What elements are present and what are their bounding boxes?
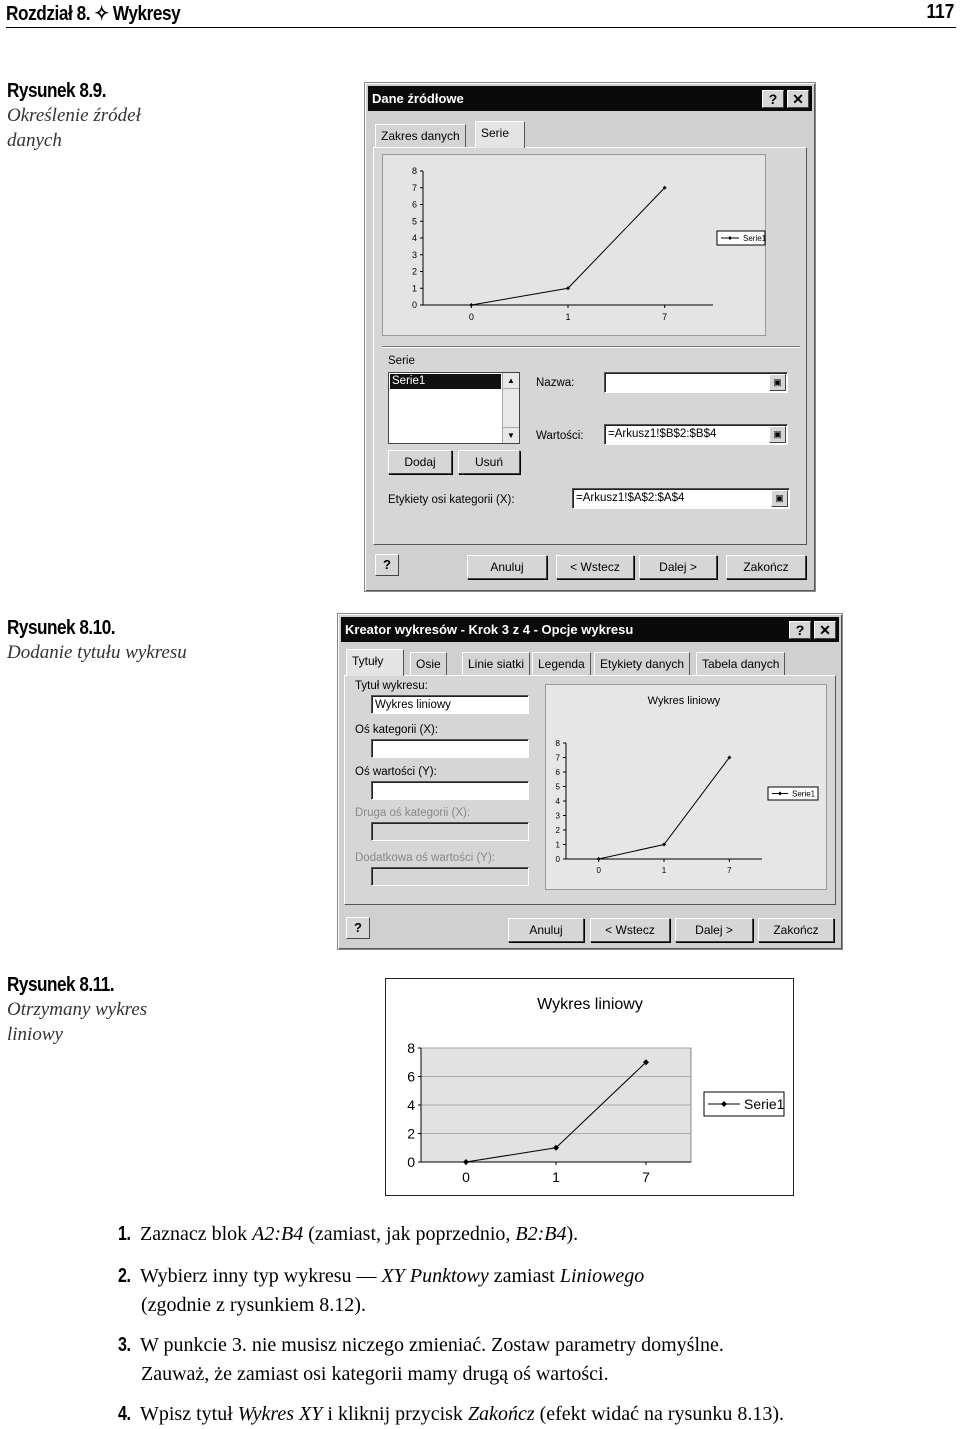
category-labels-value: =Arkusz1!$A$2:$A$4 (576, 492, 685, 504)
step-number: 1. (118, 1223, 131, 1245)
legend-label: Serie1 (744, 1095, 785, 1112)
x-tick-label: 7 (642, 1169, 650, 1185)
tab-panel (373, 147, 807, 545)
y-tick-label: 8 (407, 1039, 415, 1056)
tab-titles[interactable]: Tytuły (346, 649, 404, 676)
finish-button[interactable]: Zakończ (726, 555, 806, 579)
x-tick-label: 0 (462, 1169, 470, 1185)
step-text-segment: ). (566, 1223, 579, 1245)
help-icon[interactable]: ? (375, 554, 399, 576)
x-tick-label: 1 (565, 312, 571, 322)
y-tick-label: 8 (555, 738, 560, 748)
cancel-button[interactable]: Anuluj (467, 555, 547, 579)
x-tick-label: 7 (727, 866, 732, 875)
figure-caption-line: Dodanie tytułu wykresu (7, 642, 187, 663)
category-labels-field[interactable] (572, 488, 790, 509)
x-tick-label: 1 (661, 866, 667, 875)
figure-caption-8-11 (7, 974, 182, 1047)
step-text-line2: (zgodnie z rysunkiem 8.12). (141, 1294, 366, 1316)
collapse-dialog-icon[interactable]: ▣ (769, 374, 786, 391)
y-tick-label: 7 (555, 753, 560, 763)
divider (382, 346, 800, 348)
line-chart (546, 685, 828, 891)
page-number: 117 (926, 1, 954, 23)
x-tick-label: 1 (552, 1169, 560, 1185)
step-number: 2. (118, 1265, 131, 1287)
step-text-segment: W punkcie 3. nie musisz niczego zmieniać. Zostaw parametry domyślne. (140, 1334, 724, 1356)
step-text-segment: Wpisz tytuł (140, 1403, 238, 1425)
help-button[interactable]: ? (789, 621, 811, 639)
tab-legend[interactable]: Legenda (532, 652, 591, 676)
help-icon[interactable]: ? (346, 917, 370, 939)
next-button[interactable]: Dalej > (675, 918, 753, 942)
y-tick-label: 4 (555, 796, 560, 806)
y-tick-label: 7 (411, 182, 417, 193)
secondary-category-axis-field (371, 822, 529, 841)
collapse-dialog-icon[interactable]: ▣ (769, 426, 786, 443)
step-text-segment: XY Punktowy (381, 1265, 489, 1287)
dialog-title: Dane źródłowe (372, 91, 464, 106)
y-tick-label: 1 (411, 283, 417, 294)
step-3 (118, 1331, 724, 1389)
values-field[interactable] (604, 424, 788, 445)
data-point (597, 857, 601, 861)
source-data-dialog (364, 82, 816, 592)
tab-gridlines[interactable]: Linie siatki (462, 652, 530, 676)
chart-wizard-dialog (337, 613, 843, 950)
y-tick-label: 6 (555, 767, 560, 777)
name-field[interactable] (604, 372, 788, 393)
back-button[interactable]: < Wstecz (590, 918, 670, 942)
name-label: Nazwa: (536, 377, 575, 389)
page-header (6, 0, 956, 28)
category-axis-label: Oś kategorii (X): (355, 724, 439, 736)
y-tick-label: 3 (411, 249, 417, 260)
step-number: 3. (118, 1334, 131, 1356)
y-tick-label: 0 (411, 300, 417, 311)
step-text-segment: (efekt widać na rysunku 8.13). (534, 1403, 784, 1425)
tab-data-labels[interactable]: Etykiety danych (594, 652, 690, 676)
figure-number: Rysunek 8.9. (7, 80, 106, 102)
secondary-value-axis-field (371, 867, 529, 886)
chapter-title: Rozdział 8. ✧ Wykresy (6, 3, 181, 25)
close-button[interactable]: ✕ (787, 90, 809, 108)
figure-caption-line: liniowy (7, 1024, 63, 1045)
y-tick-label: 1 (555, 840, 560, 850)
step-text-segment: zamiast (488, 1265, 560, 1287)
step-text-segment: Liniowego (559, 1265, 645, 1287)
x-tick-label: 0 (468, 312, 474, 322)
finish-button[interactable]: Zakończ (758, 918, 834, 942)
chart-preview (545, 684, 827, 890)
figure-caption-line: Określenie źródeł (7, 105, 141, 126)
y-tick-label: 5 (555, 782, 560, 792)
line-chart (383, 155, 767, 337)
value-axis-label: Oś wartości (Y): (355, 766, 437, 778)
step-text-segment: (zamiast, jak poprzednio, (303, 1223, 516, 1245)
tab-data-table[interactable]: Tabela danych (696, 652, 785, 676)
y-tick-label: 0 (555, 854, 560, 864)
next-button[interactable]: Dalej > (639, 555, 717, 579)
category-axis-field[interactable] (371, 739, 529, 758)
values-label: Wartości: (536, 430, 584, 442)
remove-series-button[interactable]: Usuń (458, 450, 520, 474)
step-4 (118, 1400, 784, 1429)
step-text-segment: B2:B4 (515, 1223, 567, 1245)
result-chart (385, 978, 794, 1196)
chart-preview (382, 154, 766, 336)
legend-label: Serie1 (792, 789, 816, 799)
values-field-value: =Arkusz1!$B$2:$B$4 (608, 428, 717, 440)
step-text-segment: A2:B4 (252, 1223, 304, 1245)
chart-title: Wykres liniowy (647, 695, 721, 707)
legend-label: Serie1 (743, 233, 767, 243)
step-text-segment: Zakończ (467, 1403, 535, 1425)
tab-panel (344, 675, 836, 905)
secondary-value-axis-label: Dodatkowa oś wartości (Y): (355, 852, 495, 864)
y-tick-label: 5 (411, 216, 417, 227)
line-chart (386, 979, 792, 1194)
tab-axes[interactable]: Osie (410, 652, 447, 676)
chart-title-label: Tytuł wykresu: (355, 680, 428, 692)
step-text-segment: i kliknij przycisk (322, 1403, 468, 1425)
step-number: 4. (118, 1403, 131, 1425)
x-tick-label: 7 (662, 312, 668, 322)
y-tick-label: 3 (555, 811, 560, 821)
step-1 (118, 1220, 578, 1249)
step-text-line2: Zauważ, że zamiast osi kategorii mamy drugą oś wartości. (141, 1363, 609, 1385)
figure-caption-8-10 (7, 617, 187, 665)
step-text-segment: Zaznacz blok (140, 1223, 253, 1245)
dialog-title: Kreator wykresów - Krok 3 z 4 - Opcje wykresu (345, 622, 634, 637)
chart-title-value: Wykres liniowy (375, 699, 451, 711)
tab-series[interactable]: Serie (475, 121, 525, 148)
y-tick-label: 8 (411, 166, 417, 177)
figure-caption-line: Otrzymany wykres (7, 999, 148, 1020)
figure-number: Rysunek 8.11. (7, 974, 115, 996)
figure-caption-8-9 (7, 80, 182, 153)
figure-caption-line: danych (7, 130, 62, 151)
y-tick-label: 4 (411, 233, 417, 244)
add-series-button[interactable]: Dodaj (388, 450, 452, 474)
y-tick-label: 4 (407, 1096, 415, 1113)
category-labels-label: Etykiety osi kategorii (X): (388, 494, 515, 506)
series-list-label: Serie (388, 355, 415, 367)
y-tick-label: 2 (407, 1125, 415, 1142)
y-tick-label: 6 (407, 1068, 415, 1085)
chart-title-field[interactable] (371, 695, 529, 714)
series-list-item[interactable]: Serie1 (390, 374, 501, 389)
y-tick-label: 2 (411, 266, 417, 277)
dialog-titlebar (368, 86, 812, 111)
data-point (469, 303, 473, 307)
secondary-category-axis-label: Druga oś kategorii (X): (355, 807, 471, 819)
scroll-down-icon[interactable]: ▼ (503, 427, 519, 443)
y-tick-label: 0 (407, 1153, 415, 1170)
step-2 (118, 1262, 644, 1320)
series-listbox[interactable] (388, 372, 520, 444)
help-button[interactable]: ? (762, 90, 784, 108)
figure-number: Rysunek 8.10. (7, 617, 116, 639)
cancel-button[interactable]: Anuluj (508, 918, 584, 942)
chart-title: Wykres liniowy (537, 996, 643, 1013)
y-tick-label: 6 (411, 199, 417, 210)
step-text-segment: Wykres XY (237, 1403, 323, 1425)
x-tick-label: 0 (596, 866, 601, 875)
value-axis-field[interactable] (371, 781, 529, 800)
collapse-dialog-icon[interactable]: ▣ (771, 490, 788, 507)
scroll-up-icon[interactable]: ▲ (503, 373, 519, 389)
tab-data-range[interactable]: Zakres danych (375, 124, 466, 148)
dialog-titlebar (341, 617, 839, 642)
y-tick-label: 2 (555, 825, 560, 835)
listbox-scrollbar[interactable] (502, 373, 519, 443)
step-text-segment: Wybierz inny typ wykresu — (140, 1265, 382, 1287)
close-button[interactable]: ✕ (814, 621, 836, 639)
back-button[interactable]: < Wstecz (556, 555, 634, 579)
